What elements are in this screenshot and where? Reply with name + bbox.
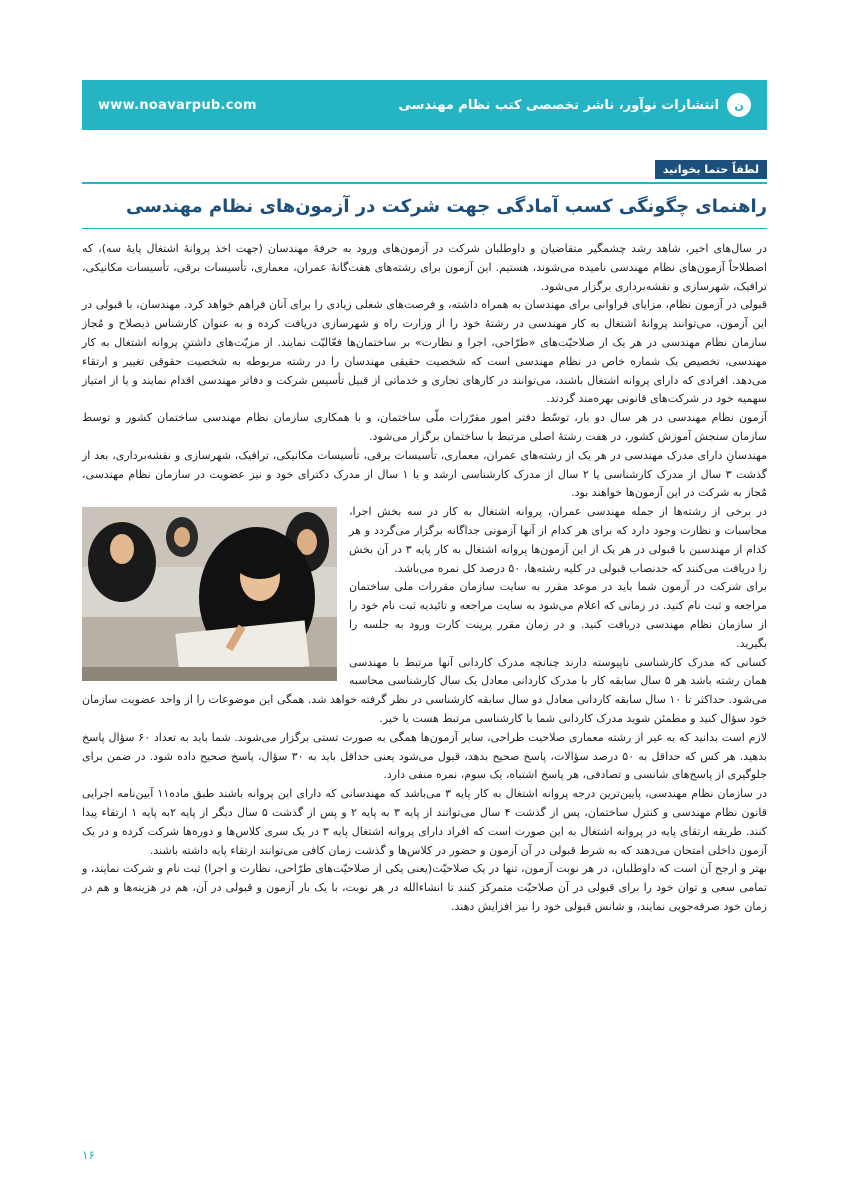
paragraph-7: کسانی که مدرک کارشناسی ناپیوسته دارند چنانچه مدرک کاردانی آنها مرتبط با مهندسی همان رشته باشد هر ۵ سال سابقه کار با مدرک کاردانی معادل یک سال کارشناسی محاسبه می‌شود. حداکثر تا ۱۰ سال سابقه کاردانی معادل دو سال سابقه کارشناسی در نظر گرفته خواهد شد. همگی این موضوعات را از واحد عضویت سازمان خود سؤال کنید و مطمئن شوید مدرک کاردانی شما با کارشناسی مرتبط هست یا خیر. (82, 655, 767, 725)
title-divider (82, 228, 767, 229)
paragraph-4: مهندسانِ دارای مدرک مهندسی در هر یک از رشته‌های عمران، معماری، تأسیسات برقی، تأسیسات مکانیکی، ترافیک، شهرسازی و نقشه‌برداری، بعد از گذشت ۳ سال از مدرک کارشناسی یا ۲ سال از مدرک کارشناسی ارشد و یا ۱ سال از مدرک دکترای خود و نیز عضویت در سازمان نظام مهندسی، مُجاز به شرکت در این آزمون‌ها خواهند بود. (82, 448, 767, 500)
paragraph-9: در سازمان نظام مهندسی، پایین‌ترین درجه پروانه اشتغال به کار پایه ۳ می‌باشد که مهندسانی که دارای این پروانه باشند طبق ماده۱۱ آیین‌نامه اجرایی قانون نظام مهندسی و کنترل ساختمان، پس از گذشت ۴ سال می‌توانند از پایه ۳ به پایه ۲ و پس از گذشت ۵ سال دیگر از پایه ۲به پایه ۱ ارتقاء پیدا کنند. طریقه ارتقای پایه در پروانه اشتغال به این صورت است که افراد دارای پروانه اشتغال پایه ۳ در یک سری کلاس‌ها و دوره‌ها شرکت کرده و در یک آزمون داخلی امتحان می‌دهند که به شرط قبولی در آن آزمون و حضور در کلاس‌ها و گذشت زمان کافی می‌توانند ارتقاء پایه داشته باشند. (82, 787, 768, 857)
kicker-divider (82, 182, 767, 184)
publisher-logo-icon: ن (727, 93, 751, 117)
paragraph-5: در برخی از رشته‌ها از جمله مهندسی عمران، پروانه اشتغال به کار در سه بخش اجرا، محاسبات و نظارت وجود دارد که برای هر کدام از آنها آزمونی جداگانه برگزار می‌گردد و هر کدام از مهندسین با قبولی در هر یک از این آزمون‌ها پروانه اشتغال به کار پایه ۳ در آن بخش را دریافت می‌کنند که حدنصاب قبولی در کلیه رشته‌ها، ۵۰ درصد کل نمره می‌باشد. (349, 505, 767, 575)
paragraph-3: آزمون نظام مهندسی در هر سال دو بار، توسّط دفتر امور مقرّرات ملّی ساختمان، و با همکاری سازمان نظام مهندسی ساختمان کشور و توسط سازمان سنجش آموزش کشور، در هفت رشتهٔ اصلی مرتبط با ساختمان برگزار می‌شود. (82, 411, 767, 443)
article-title: راهنمای چگونگی کسب آمادگی جهت شرکت در آزمون‌های نظام مهندسی (126, 196, 767, 217)
page-number: ۱۶ (82, 1148, 95, 1162)
paragraph-10: بهتر و ارجح آن است که داوطلبان، در هر نوبت آزمون، تنها در یک صلاحیّت(یعنی یکی از صلاحیّت‌های طرّاحی، نظارت و اجرا) ثبت نام و شرکت نمایند، و تمامی سعی و توان خود را برای قبولی در آن صلاحیّت متمرکز کنند تا انشاءالله در هر نوبت، با یک بار آزمون و قبولی در آن، هم در هزینه‌ها و هم در زمان خود صرفه‌جویی نمایند، و شانس قبولی خود را نیز افزایش دهند. (82, 862, 767, 913)
paragraph-1: در سال‌های اخیر، شاهد رشد چشمگیر متقاضیان و داوطلبان شرکت در آزمون‌های ورود به حرفهٔ مهندسان (جهت اخذ پروانهٔ اشتغال پایهٔ سه)، که اصطلاحاً آزمون‌های نظام مهندسی نامیده می‌شوند، هستیم. این آزمون برای رشته‌های هفت‌گانهٔ عمران، معماری، تأسیسات برقی، تأسیسات مکانیکی، ترافیک، شهرسازی و نقشه‌برداری برگزار می‌شود. (82, 242, 767, 293)
page-header (82, 80, 767, 130)
section-kicker: لطفاً حتما بخوانید (655, 160, 767, 179)
article-body (82, 240, 767, 917)
website-url[interactable]: www.noavarpub.com (98, 97, 257, 113)
publisher-name: انتشارات نوآور، ناشر تخصصی کتب نظام مهندسی (398, 97, 719, 113)
exam-hall-photo (82, 507, 337, 681)
exam-students-illustration (82, 507, 337, 681)
publisher-brand (398, 93, 751, 117)
paragraph-8: لازم است بدانید که به غیر از رشته معماری صلاحیت طراحی، سایر آزمون‌ها همگی به صورت تستی برگزار می‌شوند. شما باید به تعداد ۶۰ سؤال پاسخ بدهید. هر کس که حداقل به ۵۰ درصد سؤالات، پاسخ صحیح بدهد، قبول می‌شود یعنی حداقل باید به ۳۰ سؤال، پاسخ صحیح داده شود. در ضمن برای جلوگیری از پاسخ‌های شانسی و تصادفی، هر پاسخ اشتباه، یک سوم، نمره منفی دارد. (82, 730, 767, 782)
paragraph-2: قبولی در آزمون نظام، مزایای فراوانی برای مهندسان به همراه داشته، و فرصت‌های شغلی زیادی را برای آنان فراهم خواهد کرد. مهندسان، با قبولی در این آزمون، می‌توانند پروانهٔ اشتغال به کار مهندسی در رشتهٔ خود را از وزارت راه و شهرسازی دریافت کرده و به عنوان کارشناس ذیصلاح و مُجاز سازمان نظام مهندسی در هر یک از صلاحیّت‌های «طرّاحی، اجرا و نظارت» بر ساختمان‌ها فعّالیّت نمایند. از مزیّت‌های داشتنِ پروانه اشتغال به کار مهندسی، تخصیص یک شماره خاص در نظام مهندسی است که شخصیت حقیقی مهندسان را در رشته مربوطه به شخصیت حقوقی تغییر و ارتقاء می‌دهد. افرادی که دارای پروانه اشتغال باشند، می‌توانند در کارهای تجاری و خدماتی از قبیل تأسیس شرکت و دفاتر مهندسی اقدام نمایند و یا از امتیاز سهمیه خود در شرکت‌های قانونی بهره‌مند گردند. (82, 298, 767, 406)
paragraph-6: برای شرکت در آزمون شما باید در موعد مقرر به سایت سازمان مقررات ملی ساختمان مراجعه و ثبت نام کنید. در زمانی که اعلام می‌شود به سایت مراجعه و تائیدیه ثبت نام خود را از سازمان نظام مهندسی دریافت کنید. و در زمان مقرر پرینت کارت ورود به جلسه را بگیرید. (349, 580, 767, 650)
